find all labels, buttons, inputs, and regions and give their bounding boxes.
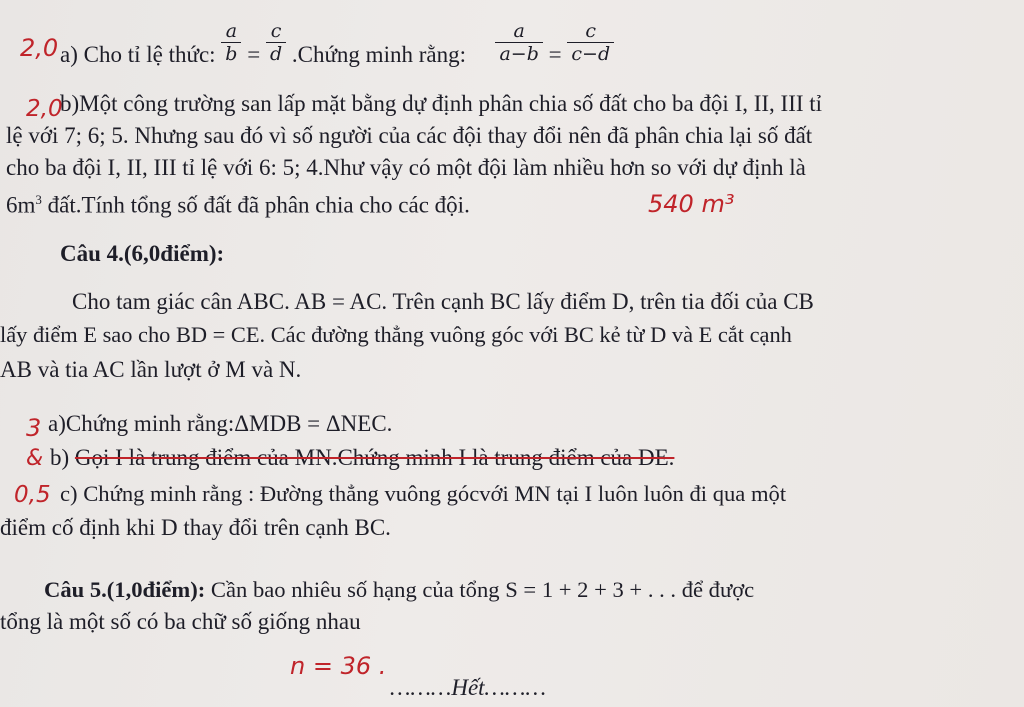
question-4a: a)Chứng minh rằng:ΔMDB = ΔNEC. bbox=[48, 411, 393, 436]
question-4c-line2: điểm cố định khi D thay đổi trên cạnh BC. bbox=[0, 515, 391, 540]
question-5-text: Cần bao nhiêu số hạng của tổng S = 1 + 2 + 3 + . . . để được bbox=[205, 577, 755, 602]
fraction-a-over-a-minus-b: $\frac{a}{a-b}$ bbox=[495, 20, 542, 65]
score-mark-4c: 0,5 bbox=[14, 482, 51, 508]
score-mark-3b: 2,0 bbox=[26, 96, 63, 122]
handwritten-answer-3b: 540 m³ bbox=[648, 190, 735, 218]
question-3a-label: a) Cho tỉ lệ thức: bbox=[60, 41, 222, 67]
end-marker: ………Hết……… bbox=[390, 675, 546, 700]
question-4-intro-line2: lấy điểm E sao cho BD = CE. Các đường thẳng vuông góc với BC kẻ từ D và E cắt cạnh bbox=[0, 322, 792, 347]
question-4b-struck-text: Gọi I là trung điểm của MN.Chứng minh I là trung điểm của DE. bbox=[74, 445, 675, 470]
fraction-c-d: $\frac{c}{d}$ bbox=[266, 20, 286, 65]
question-3b-line3: cho ba đội I, II, III tỉ lệ với 6: 5; 4.Như vậy có một đội làm nhiều hơn so với dự định là bbox=[6, 155, 806, 180]
score-mark-4a: 3 bbox=[26, 414, 42, 442]
question-5-heading: Câu 5.(1,0điểm): bbox=[44, 577, 206, 602]
score-mark-3a: 2,0 bbox=[20, 34, 59, 62]
handwritten-answer-5: n = 36 . bbox=[290, 652, 387, 680]
equals-sign-2: = bbox=[548, 41, 562, 67]
question-3a-prompt: .Chứng minh rằng: bbox=[291, 41, 472, 67]
question-3b-line4: $6m^3$ đất.Tính tổng số đất đã phân chia cho các đội. bbox=[6, 192, 470, 218]
question-3b-line2: lệ với 7; 6; 5. Nhưng sau đó vì số người của các đội thay đổi nên đã phân chia lại số đất bbox=[6, 123, 813, 148]
question-5 bbox=[44, 576, 754, 604]
question-4-intro-line3: AB và tia AC lần lượt ở M và N. bbox=[0, 357, 302, 382]
score-mark-4b: & bbox=[26, 446, 44, 471]
fraction-c-over-c-minus-d: $\frac{c}{c-d}$ bbox=[567, 20, 614, 65]
question-4-intro-line1: Cho tam giác cân ABC. AB = AC. Trên cạnh BC lấy điểm D, trên tia đối của CB bbox=[72, 289, 814, 314]
question-4b: b) Gọi I là trung điểm của MN.Chứng minh I là trung điểm của DE. bbox=[50, 445, 675, 470]
question-4-heading: Câu 4.(6,0điểm): bbox=[60, 241, 225, 266]
question-5-line2: tổng là một số có ba chữ số giống nhau bbox=[0, 609, 361, 634]
equals-sign: = bbox=[247, 41, 261, 67]
fraction-a-b: $\frac{a}{b}$ bbox=[221, 20, 241, 65]
question-3a bbox=[60, 20, 614, 65]
question-3b-line1: b)Một công trường san lấp mặt bằng dự định phân chia số đất cho ba đội I, II, III tỉ bbox=[60, 91, 823, 116]
question-4c-line1: c) Chứng minh rằng : Đường thẳng vuông gócvới MN tại I luôn luôn đi qua một bbox=[60, 481, 787, 506]
